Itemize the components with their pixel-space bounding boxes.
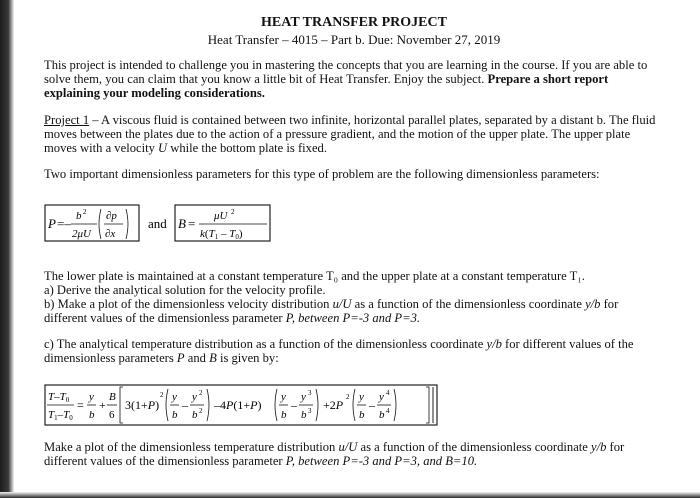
task-b-var1: u/U [332,297,352,311]
svg-text:y: y [379,391,384,403]
task-c-b: B [209,351,217,365]
svg-text:P: P [48,216,56,231]
final-var1: u/U [338,440,358,454]
svg-text:2: 2 [160,391,164,399]
svg-text:y: y [301,391,306,403]
svg-text:2: 2 [199,389,203,397]
svg-text:2: 2 [199,407,203,415]
intro-bold-text: Prepare a short report explaining your modeling considerations. [44,72,609,100]
svg-text:b: b [359,409,365,421]
svg-text:y: y [281,391,286,403]
conditions-section [44,269,664,365]
task-c-and: and [184,351,210,365]
svg-text:2: 2 [83,208,87,216]
svg-text:∂x: ∂x [105,228,116,240]
svg-text:6: 6 [109,409,115,421]
svg-text:+: + [99,398,106,412]
svg-text:=: = [77,398,84,412]
final-task-paragraph [44,440,664,468]
task-c-mid: for different values of the dimensionless parameters [44,337,634,365]
svg-text:b: b [172,409,178,421]
svg-text:–4P(1+P): –4P(1+P) [214,398,262,412]
final-range: P, between P=-3 and P=3, and B=10. [285,454,478,468]
svg-text:T1–T0: T1–T0 [48,409,73,422]
svg-text:y: y [172,391,177,403]
final-end: for different values of the dimensionless parameter [44,440,625,468]
project1-label: Project 1 [44,113,90,127]
task-b-range: P, between P=-3 and P=3. [285,311,421,325]
params-paragraph: Two important dimensionless parameters for this type of problem are the following dimensionless parameters: [44,167,600,181]
svg-text:y: y [89,391,94,403]
svg-text:b: b [379,409,385,421]
svg-text:y: y [192,391,197,403]
final-task [44,440,664,468]
intro-paragraph [44,58,664,100]
temperature-distribution-formula [44,384,444,424]
document-title: HEAT TRANSFER PROJECT [261,15,447,30]
svg-text:–: – [369,398,375,412]
svg-text:μU: μU [214,210,228,222]
svg-text:2: 2 [231,208,235,216]
task-b-start: b) Make a plot of the dimensionless velocity distribution [44,297,333,311]
svg-text:=–: =– [57,216,71,231]
task-c-end: is given by: [216,351,279,365]
project1-velocity-symbol: U [158,141,168,155]
svg-text:b: b [89,409,95,421]
svg-text:–: – [182,398,188,412]
svg-text:B: B [178,216,186,231]
svg-text:+2P: +2P [323,398,344,412]
task-c-p: P [176,351,185,365]
photo-edge-bottom [0,492,700,498]
svg-text:3(1+P): 3(1+P) [125,398,160,412]
svg-text:=: = [188,216,196,231]
svg-text:∂p: ∂p [106,210,117,222]
intro-text: This project is intended to challenge you in mastering the concepts that you are learning in the course. If you are able to solve them, you can claim that you know a little bit of Heat Transfer. Enjoy the subject. [44,58,648,86]
svg-text:3: 3 [308,389,312,397]
conditions-line1: The lower plate is maintained at a constant temperature T₀ and the upper plate at a constant temperature T₁. [44,269,585,283]
svg-text:T–T0: T–T0 [48,391,70,404]
svg-text:k(T1 – T0): k(T1 – T0) [200,228,243,241]
project1-paragraph [44,113,664,155]
task-c-start: c) The analytical temperature distribution as a function of the dimensionless coordinate [44,337,487,351]
svg-text:b: b [281,409,287,421]
svg-text:b: b [76,210,82,222]
photo-edge-left [0,0,14,498]
formula-p-and-b [44,204,274,244]
svg-text:y: y [359,391,364,403]
final-var2: y/b [591,440,607,454]
formula-temperature [44,384,444,428]
task-c [44,337,664,365]
and-label: and [148,216,167,231]
document-page [44,15,664,468]
task-c-var: y/b [486,337,502,351]
task-b-mid: as a function of the dimensionless coordinate [351,297,586,311]
svg-text:2μU: 2μU [72,228,91,240]
task-a: a) Derive the analytical solution for the velocity profile. [44,283,326,297]
dimensionless-parameters-formula [44,204,264,242]
svg-text:b: b [192,409,198,421]
document-subtitle: Heat Transfer – 4015 – Part b. Due: November 27, 2019 [207,32,501,47]
svg-text:–: – [291,398,297,412]
svg-text:2: 2 [346,393,350,401]
final-mid: as a function of the dimensionless coordinate [357,440,592,454]
final-start: Make a plot of the dimensionless temperature distribution [44,440,339,454]
task-b-var2: y/b [585,297,601,311]
task-b [44,297,664,325]
svg-text:4: 4 [386,389,390,397]
project1-text-b: while the bottom plate is fixed. [167,141,327,155]
svg-text:B: B [109,391,116,403]
svg-text:4: 4 [386,407,390,415]
project1-text-a: – A viscous fluid is contained between two infinite, horizontal parallel plates, separated by a distant b. The fluid moves between the plates due to the action of a pressure gradient, and the motion of the upper plate. The upper plate moves with a velocity [44,113,656,155]
svg-text:3: 3 [308,407,312,415]
task-b-end: for different values of the dimensionless parameter [44,297,619,325]
svg-text:b: b [301,409,307,421]
